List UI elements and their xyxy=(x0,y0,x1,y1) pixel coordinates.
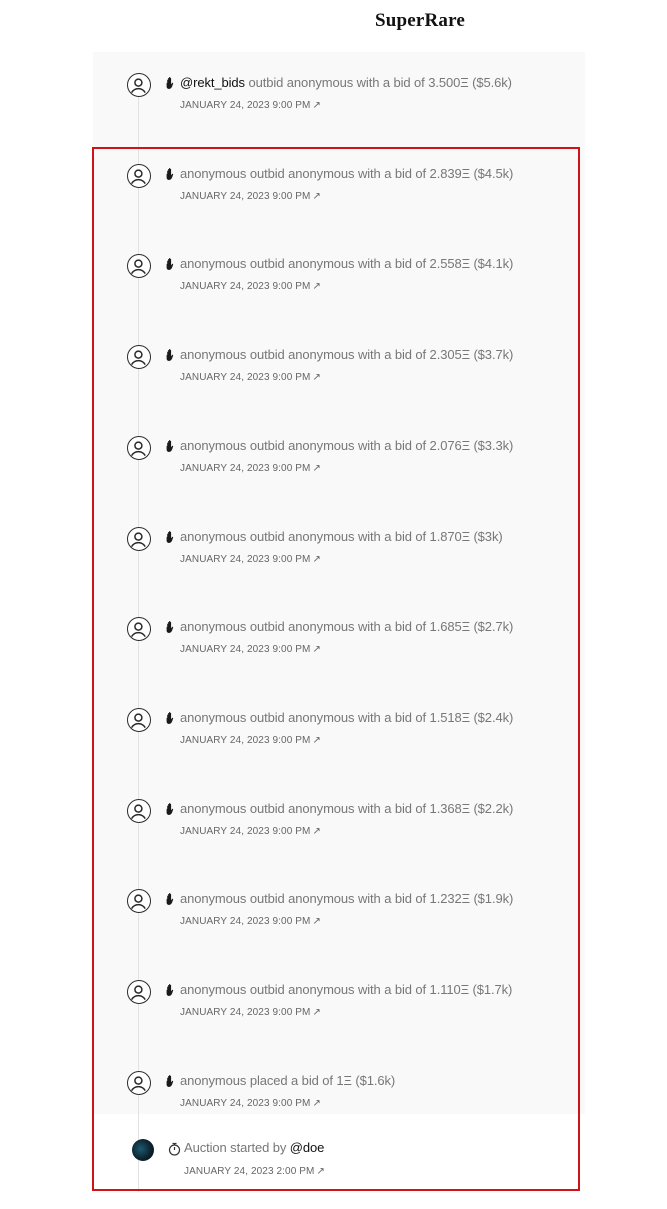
bid-date-link[interactable]: JANUARY 24, 2023 9:00 PM ↗ xyxy=(180,372,321,383)
creator-username-link[interactable]: @doe xyxy=(289,1140,325,1155)
bid-description: anonymous outbid anonymous with a bid of 2.558Ξ ($4.1k) xyxy=(180,256,514,271)
bid-date-link[interactable]: JANUARY 24, 2023 9:00 PM ↗ xyxy=(180,463,321,474)
auction-start-entry xyxy=(0,1139,667,1199)
hand-icon xyxy=(165,76,177,90)
user-avatar[interactable] xyxy=(127,73,151,97)
bidder-username-link[interactable]: @rekt_bids xyxy=(180,75,245,90)
bid-description: anonymous outbid anonymous with a bid of 1.368Ξ ($2.2k) xyxy=(180,801,514,816)
bid-date-link[interactable]: JANUARY 24, 2023 9:00 PM ↗ xyxy=(180,191,321,202)
external-link-icon: ↗ xyxy=(312,1007,321,1018)
user-avatar[interactable] xyxy=(127,527,151,551)
hand-icon xyxy=(165,257,177,271)
bid-entry xyxy=(0,164,667,224)
bid-description: anonymous outbid anonymous with a bid of 1.518Ξ ($2.4k) xyxy=(180,710,514,725)
hand-icon xyxy=(165,348,177,362)
bid-description: anonymous placed a bid of 1Ξ ($1.6k) xyxy=(180,1073,396,1088)
hand-icon xyxy=(165,711,177,725)
hand-icon xyxy=(165,1074,177,1088)
bid-entry xyxy=(0,799,667,859)
bid-description: anonymous outbid anonymous with a bid of 1.685Ξ ($2.7k) xyxy=(180,619,514,634)
external-link-icon: ↗ xyxy=(312,191,321,202)
user-avatar[interactable] xyxy=(127,1071,151,1095)
bid-date-link[interactable]: JANUARY 24, 2023 9:00 PM ↗ xyxy=(180,826,321,837)
external-link-icon: ↗ xyxy=(312,644,321,655)
external-link-icon: ↗ xyxy=(312,100,321,111)
stopwatch-icon xyxy=(168,1142,181,1156)
bid-date-link[interactable]: JANUARY 24, 2023 9:00 PM ↗ xyxy=(180,735,321,746)
bid-date-link[interactable]: JANUARY 24, 2023 9:00 PM ↗ xyxy=(180,916,321,927)
bid-description: anonymous outbid anonymous with a bid of 2.076Ξ ($3.3k) xyxy=(180,438,514,453)
bid-entry xyxy=(0,980,667,1040)
auction-start-date-link[interactable]: JANUARY 24, 2023 2:00 PM ↗ xyxy=(184,1166,325,1177)
creator-avatar[interactable] xyxy=(132,1139,154,1161)
bid-date-link[interactable]: JANUARY 24, 2023 9:00 PM ↗ xyxy=(180,1098,321,1109)
bid-description: anonymous outbid anonymous with a bid of 1.232Ξ ($1.9k) xyxy=(180,891,514,906)
bid-description: anonymous outbid anonymous with a bid of 1.110Ξ ($1.7k) xyxy=(180,982,513,997)
external-link-icon: ↗ xyxy=(316,1166,325,1177)
external-link-icon: ↗ xyxy=(312,372,321,383)
bid-entry xyxy=(0,73,667,133)
bid-description: @rekt_bids outbid anonymous with a bid of 3.500Ξ ($5.6k) xyxy=(180,75,512,90)
superrare-logo[interactable]: SuperRare xyxy=(374,10,466,31)
bid-date-link[interactable]: JANUARY 24, 2023 9:00 PM ↗ xyxy=(180,1007,321,1018)
bid-entry xyxy=(0,1071,667,1131)
user-avatar[interactable] xyxy=(127,708,151,732)
hand-icon xyxy=(165,620,177,634)
bid-description: anonymous outbid anonymous with a bid of 1.870Ξ ($3k) xyxy=(180,529,503,544)
user-avatar[interactable] xyxy=(127,980,151,1004)
user-avatar[interactable] xyxy=(127,436,151,460)
external-link-icon: ↗ xyxy=(312,826,321,837)
bid-entry xyxy=(0,436,667,496)
bid-date-link[interactable]: JANUARY 24, 2023 9:00 PM ↗ xyxy=(180,281,321,292)
bid-description: anonymous outbid anonymous with a bid of 2.839Ξ ($4.5k) xyxy=(180,166,514,181)
bid-entry xyxy=(0,617,667,677)
bid-date-link[interactable]: JANUARY 24, 2023 9:00 PM ↗ xyxy=(180,644,321,655)
external-link-icon: ↗ xyxy=(312,1098,321,1109)
bid-date-link[interactable]: JANUARY 24, 2023 9:00 PM ↗ xyxy=(180,554,321,565)
user-avatar[interactable] xyxy=(127,254,151,278)
bid-date-link[interactable]: JANUARY 24, 2023 9:00 PM ↗ xyxy=(180,100,321,111)
hand-icon xyxy=(165,983,177,997)
user-avatar[interactable] xyxy=(127,345,151,369)
external-link-icon: ↗ xyxy=(312,916,321,927)
bid-entry xyxy=(0,254,667,314)
hand-icon xyxy=(165,530,177,544)
hand-icon xyxy=(165,802,177,816)
user-avatar[interactable] xyxy=(127,889,151,913)
bid-description: anonymous outbid anonymous with a bid of 2.305Ξ ($3.7k) xyxy=(180,347,514,362)
external-link-icon: ↗ xyxy=(312,735,321,746)
external-link-icon: ↗ xyxy=(312,554,321,565)
hand-icon xyxy=(165,439,177,453)
hand-icon xyxy=(165,167,177,181)
bid-entry xyxy=(0,527,667,587)
external-link-icon: ↗ xyxy=(312,281,321,292)
external-link-icon: ↗ xyxy=(312,463,321,474)
hand-icon xyxy=(165,892,177,906)
auction-start-text: Auction started by @doe xyxy=(184,1140,325,1155)
bid-entry xyxy=(0,889,667,949)
bid-entry xyxy=(0,345,667,405)
bid-entry xyxy=(0,708,667,768)
user-avatar[interactable] xyxy=(127,617,151,641)
user-avatar[interactable] xyxy=(127,164,151,188)
user-avatar[interactable] xyxy=(127,799,151,823)
